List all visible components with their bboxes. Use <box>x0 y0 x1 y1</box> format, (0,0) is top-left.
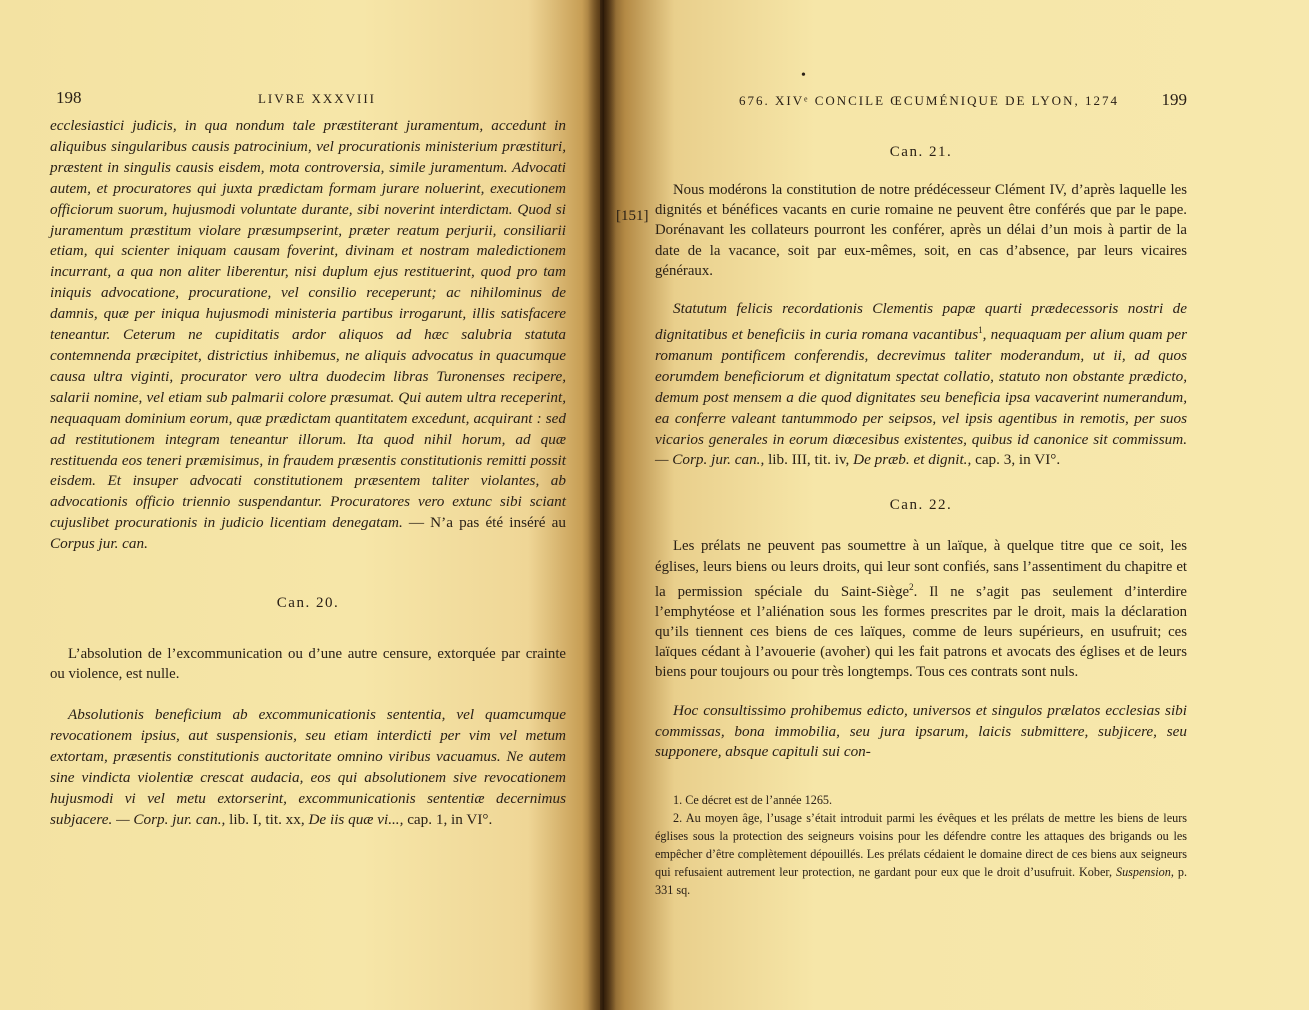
canon-22-french <box>655 536 1187 682</box>
canon-20-ref-c: De iis quæ vi..., <box>308 810 404 828</box>
canon-20-latin-text: Absolutionis beneficium ab excommunicationis sententia, vel quamcumque revocationem ipsius, aut suspensionis, seu etiam interdicti per vim vel metum extortam, præsentis constitutionis auctoritate omnino viribus vacuamus. Ne autem sine vindicta violentiæ crescat audacia, eos qui absolutionem sive revocationem hujusmodi vi vel metu extorserint, excommunicationis sententiæ decernimus subjacere. <box>50 706 566 828</box>
canon-22-latin: Hoc consultissimo prohibemus edicto, universos et singulos prælatos ecclesias sibi commissas, bona immobilia, seu jura ipsarum, laicis submittere, subjicere, seu supponere, absque capituli sui con- <box>655 701 1187 761</box>
book-gutter <box>588 0 616 1010</box>
right-running-head <box>655 90 1187 112</box>
latin-continuation-text: ecclesiastici judicis, in qua nondum tale præstiterant juramentum, accedunt in aliquibus singularibus causis patrocinium, vel procurationis ministerium præstituri, præstent in singulis causis eisdem, mota controversia, simile juramentum. Advocati autem, et procuratores qui juxta prædictam formam jurare noluerint, executionem officiorum suorum, hujusmodi voluntate durante, sibi noverint interdictam. Quod si juramentum præstitum violare præsumpserint, præter reatum perjurii, consiliarii etiam, qui scienter iniquam causam foverint, divinam et nostram maledictionem incurrant, a qua non aliter liberentur, nisi duplum ejus restituerint, quod pro tam iniquis advocatione, procuratione, vel consilio receperunt; ac nihilominus de damnis, quæ per iniqua hujusmodi ministeria partibus irrogarunt, illis satisfacere teneantur. Ceterum ne cupiditatis ardor aliquos ad hæc salubria statuta contemnenda præcipitet, districtius inhibemus, ne aliquis advocatus in quacumque causa ultra viginti, procurator vero ultra duodecim libras Turonenses recipere, salarii nomine, vel etiam sub palmarii colore præsumat. Qui autem ultra receperint, nequaquam dominium eorum, quæ prædictam quantitatem excedunt, acquirant : sed ad restitutionem integram teneantur illorum. Ita quod nihil horum, ad quæ restituenda eos teneri præmisimus, in fraudem præsentis constitutionis remitti possit eisdem. Et insuper advocati constitutionem præsentem taliter violantes, ab advocationis officio triennio suspendantur. Procuratores vero extunc sibi sciant cujuslibet procurationis in judicio licentiam denegatam. <box>50 117 566 532</box>
left-running-head <box>50 88 566 110</box>
canon-22-french-b: . Il ne s’agit pas seulement d’interdire l’emphytéose et l’aliénation sous les formes prescrites par le droit, mais la déclaration qu’ils tiennent ces biens de ces laïques, comme de leurs supérieurs, en usufruit; ces laïques cédant à l’avouerie (avoher) qui les fait patrons et avocats des églises et de leurs biens pour toujours ou pour très longtemps. Tous ces contrats sont nuls. <box>655 583 1187 681</box>
ink-dot: • <box>801 68 806 83</box>
canon-20-latin <box>50 705 566 830</box>
canon-21-heading: Can. 21. <box>889 144 953 160</box>
right-running-title: 676. XIVᵉ CONCILE ŒCUMÉNIQUE DE LYON, 1274 <box>739 93 1119 108</box>
canon-21-ref-b: lib. III, tit. iv, <box>764 451 854 469</box>
canon-20-ref-d: cap. 1, in VI°. <box>403 810 493 828</box>
latin-continuation-note: — N’a pas été inséré au <box>402 514 566 532</box>
footnote-2-text-b: p. 331 sq. <box>655 865 1187 898</box>
marginal-number: [151] <box>616 208 649 224</box>
canon-21-ref-c: De præb. et dignit., <box>853 451 972 469</box>
canon-22-french-a: Les prélats ne peuvent pas soumettre à un laïque, à quelque titre que ce soit, les églises, leurs biens ou leurs droits, qui leur sont confiés, sans l’assentiment du chapitre et la permission spéciale du Saint-Siège <box>655 538 1187 600</box>
canon-22-heading: Can. 22. <box>889 497 953 514</box>
canon-20-french: L’absolution de l’excommunication ou d’une autre censure, extorquée par crainte ou violence, est nulle. <box>50 646 566 683</box>
footnotes <box>655 791 1187 899</box>
footnote-2-ref: Suspension, <box>1115 865 1174 880</box>
left-page <box>0 0 600 1010</box>
canon-21-latin-a: Statutum felicis recordationis Clementis papæ quarti prædecessoris nostri de dignitatibus et beneficiis in curia romana vacantibus <box>655 300 1187 343</box>
latin-continuation-note-ref: Corpus jur. can. <box>50 535 148 553</box>
right-page <box>604 0 1309 1010</box>
canon-21-latin-b: , nequaquam per alium quam per romanum pontificem conferendis, decrevimus taliter moderandum, ut ii, ad quos eorumdem beneficiorum et dignitatum spectat collatio, statuto non obstante prædicto, demum post mensem a die quod dignitates seu beneficia ipsa vacaverint numerandum, ea conferre valeant tantummodo per seipsos, vel ipsis agentibus in remotis, per suos vicarios generales in eorum diœcesibus existentes, quibus id canonice sit commissum. — Corp. jur. can., <box>655 325 1188 469</box>
canon-22-footnote-mark: 2 <box>909 581 914 592</box>
canon-20-heading: Can. 20. <box>276 595 340 612</box>
left-running-title: LIVRE XXXVIII <box>257 91 376 106</box>
canon-20-ref-b: lib. I, tit. xx, <box>225 810 309 828</box>
latin-continuation <box>50 116 566 555</box>
canon-21-ref-d: cap. 3, in VI°. <box>971 451 1061 469</box>
canon-21-french: Nous modérons la constitution de notre prédécesseur Clément IV, d’après laquelle les dignités et bénéfices vacants en curie romaine ne peuvent être conférés que par le pape. Dorénavant les collateurs pourront les conférer, après un délai d’un mois à partir de la date de la vacance, soit par eux-mêmes, soit, en cas d’absence, par leurs vicaires généraux. <box>655 182 1187 279</box>
canon-20-ref-a: — Corp. jur. can., <box>112 810 226 828</box>
footnote-2-text-a: 2. Au moyen âge, l’usage s’était introduit parmi les évêques et les prélats de mettre les biens de leurs églises sous la protection des seigneurs voisins pour les défendre contre les attaques des brigands ou les empêcher d’être complètement dépouillés. Les prélats cédaient le domaine direct de ces biens aux seigneurs qui refusaient autrement leur protection, ne gardant pour eux que le droit d’usufruit. Kober, <box>655 811 1187 880</box>
left-page-number: 198 <box>56 88 82 107</box>
footnote-2 <box>655 809 1187 899</box>
footnote-1: 1. Ce décret est de l’année 1265. <box>673 793 833 808</box>
canon-21-latin <box>655 299 1187 471</box>
canon-21-footnote-mark: 1 <box>978 324 983 335</box>
right-page-number: 199 <box>1161 90 1187 109</box>
